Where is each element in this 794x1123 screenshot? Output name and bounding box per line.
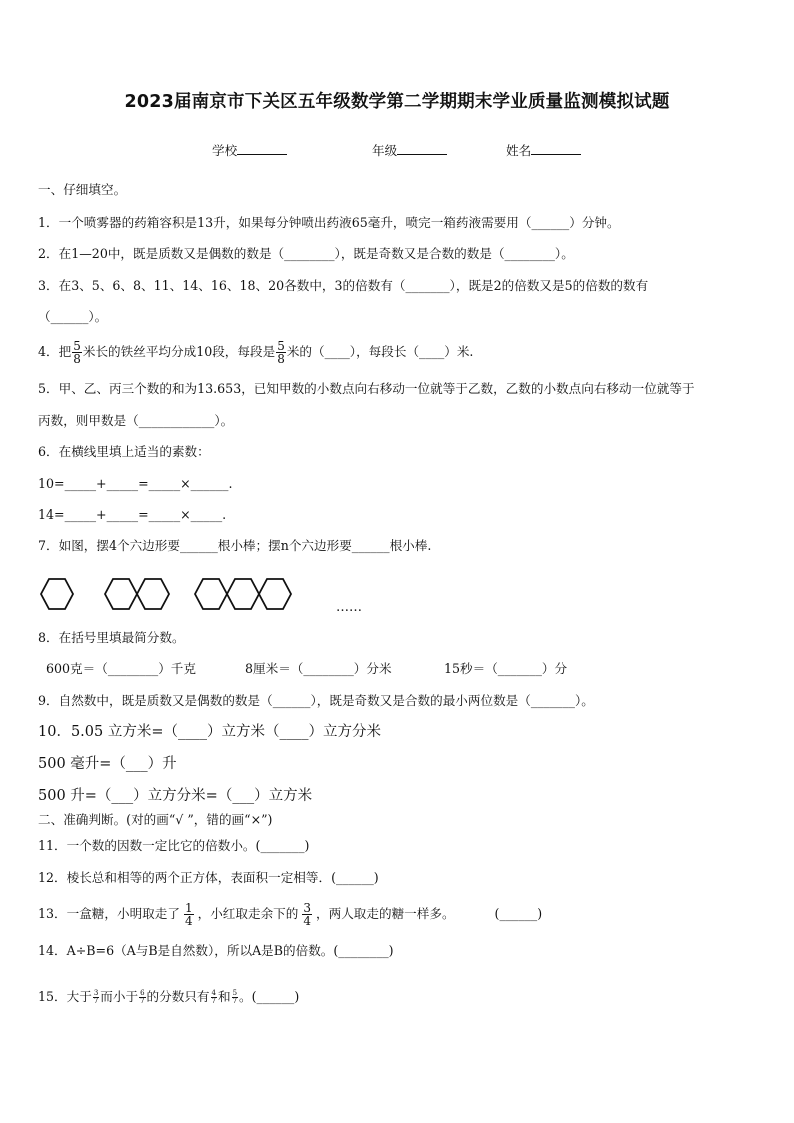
question-7: 7．如图，摆4个六边形要______根小棒；摆n个六边形要______根小棒. [38, 538, 432, 553]
question-11: 11．一个数的因数一定比它的倍数小。(_______) [38, 838, 310, 853]
q15-text-3: 的分数只有 [146, 989, 210, 1004]
question-5-line-2: 丙数，则甲数是（____________）。 [38, 413, 234, 428]
question-8a: 600克＝（________）千克 [46, 661, 196, 676]
question-10: 10．5.05 立方米=（____）立方米（____）立方分米 [38, 724, 381, 740]
question-2: 2．在1—20中，既是质数又是偶数的数是（________），既是奇数又是合数的数是（________）。 [38, 246, 574, 261]
section-1-heading: 一、仔细填空。 [38, 182, 127, 197]
q15-fraction-1-den: 7 [93, 997, 99, 1005]
name-label: 姓名 [506, 143, 532, 158]
q15-fraction-4 [232, 990, 238, 1005]
q13-text-3: ，两人取走的糖一样多。 [316, 906, 455, 921]
question-1: 1．一个喷雾器的药箱容积是13升，如果每分钟喷出药液65毫升，喷完一箱药液需要用（______）分钟。 [38, 215, 620, 230]
page-title: 2023届南京市下关区五年级数学第二学期期末学业质量监测模拟试题 [124, 92, 670, 112]
question-10b: 500 毫升=（___）升 [38, 756, 177, 772]
header-school [212, 143, 287, 158]
hexagon-2a [105, 579, 137, 609]
grade-blank[interactable] [397, 143, 447, 155]
question-10c: 500 升=（___）立方分米=（___）立方米 [38, 788, 313, 804]
ellipsis: …… [336, 600, 362, 615]
hexagon-2b [137, 579, 169, 609]
q4-fraction-1-den: 8 [73, 352, 81, 366]
question-13 [38, 902, 542, 927]
header-name [506, 143, 581, 158]
hexagon-3c [259, 579, 291, 609]
question-5-line-1: 5．甲、乙、丙三个数的和为13.653，已知甲数的小数点向右移动一位就等于乙数，乙数的小数点向右移动一位就等于 [38, 381, 695, 396]
q15-text-2: 而小于 [100, 989, 139, 1004]
q15-fraction-3 [211, 990, 217, 1005]
name-blank[interactable] [531, 143, 581, 155]
q15-fraction-1 [93, 990, 99, 1005]
q15-fraction-1-num: 3 [93, 989, 99, 997]
question-3-line-2: （______）。 [38, 309, 108, 324]
q15-fraction-2-den: 7 [140, 997, 145, 1005]
question-15 [38, 990, 299, 1005]
question-9: 9．自然数中，既是质数又是偶数的数是（______），既是奇数又是合数的最小两位数是（_______）。 [38, 693, 594, 708]
hexagon-1 [41, 579, 73, 609]
question-6a: 10=_____+_____=_____×______. [38, 476, 233, 491]
q13-fraction-1 [184, 902, 194, 927]
question-8c: 15秒＝（_______）分 [444, 661, 568, 676]
q4-fraction-2-num: 5 [277, 339, 285, 353]
q4-text-3: 米的（____），每段长（____）米. [286, 344, 474, 359]
question-12: 12．棱长总和相等的两个正方体，表面积一定相等．(______) [38, 870, 379, 885]
section-2-heading: 二、准确判断。(对的画“√ ”，错的画“×”) [38, 812, 273, 827]
question-6: 6．在横线里填上适当的素数： [38, 444, 210, 459]
hexagon-3b [227, 579, 259, 609]
q15-fraction-4-den: 7 [232, 997, 238, 1005]
school-blank[interactable] [237, 143, 287, 155]
q13-fraction-2-num: 3 [303, 901, 311, 915]
school-label: 学校 [212, 143, 238, 158]
header-grade [372, 143, 447, 158]
q15-text-4: 和 [217, 989, 231, 1004]
q15-fraction-2 [139, 990, 145, 1005]
q13-fraction-1-num: 1 [184, 901, 193, 915]
q13-answer: (______) [494, 906, 543, 921]
hexagon-figures [36, 574, 296, 616]
q15-fraction-2-num: 6 [140, 989, 145, 997]
q4-fraction-2-den: 8 [277, 352, 285, 366]
q4-text-2: 米长的铁丝平均分成10段，每段是 [82, 344, 276, 359]
q4-fraction-1 [72, 340, 82, 365]
question-4 [38, 340, 473, 365]
q15-text-1: 15．大于 [38, 989, 92, 1004]
question-8: 8．在括号里填最简分数。 [38, 630, 185, 645]
q15-text-5: 。(______) [239, 989, 300, 1004]
q4-text-1: 4．把 [38, 344, 72, 359]
question-14: 14．A÷B=6（A与B是自然数），所以A是B的倍数。(________) [38, 943, 394, 958]
q15-fraction-3-den: 7 [211, 997, 216, 1005]
q13-fraction-1-den: 4 [184, 914, 193, 928]
question-3-line-1: 3．在3、5、6、8、11、14、16、18、20各数中，3的倍数有（_______），既是2的倍数又是5的倍数的数有 [38, 278, 649, 293]
q13-fraction-2 [302, 902, 312, 927]
question-8b: 8厘米＝（________）分米 [245, 661, 392, 676]
q13-text-1: 13．一盒糖，小明取走了 [38, 906, 180, 921]
q4-fraction-2 [276, 340, 286, 365]
question-6b: 14=_____+_____=_____×_____. [38, 507, 227, 522]
q13-text-2: ，小红取走余下的 [197, 906, 299, 921]
grade-label: 年级 [372, 143, 398, 158]
q15-fraction-4-num: 5 [232, 989, 238, 997]
q13-fraction-2-den: 4 [303, 914, 311, 928]
q15-fraction-3-num: 4 [211, 989, 216, 997]
q4-fraction-1-num: 5 [73, 339, 81, 353]
hexagon-3a [195, 579, 227, 609]
